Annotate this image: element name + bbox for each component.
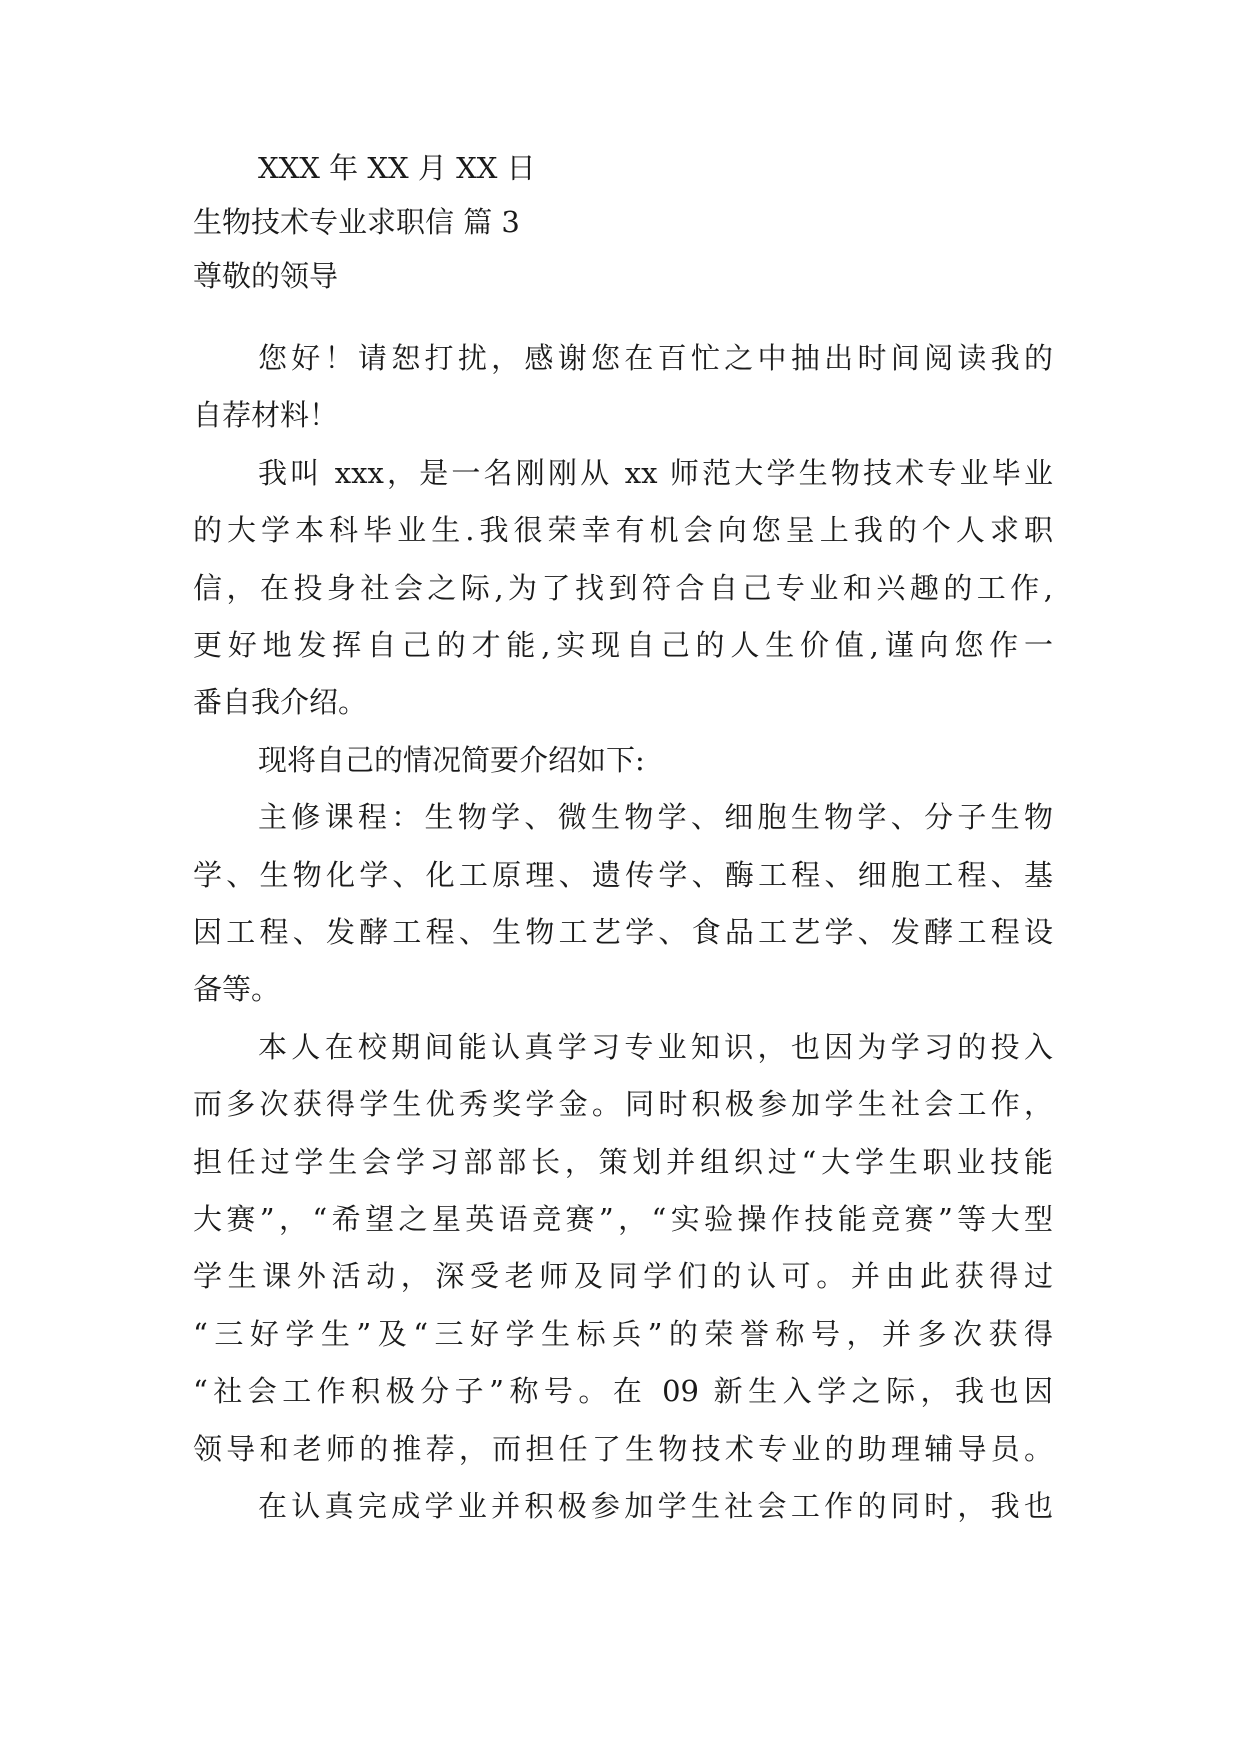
body-line: 自荐材料！ [193, 398, 339, 432]
letter-heading: 生物技术专业求职信 篇 3 [193, 205, 520, 239]
body-line: 现将自己的情况简要介绍如下: [258, 743, 645, 777]
body-line: 的大学本科毕业生.我很荣幸有机会向您呈上我的个人求职 [193, 513, 1053, 547]
body-line: 本人在校期间能认真学习专业知识，也因为学习的投入 [258, 1030, 1053, 1064]
body-line: 大赛”，“希望之星英语竞赛”，“实验操作技能竞赛”等大型 [193, 1202, 1053, 1236]
salutation: 尊敬的领导 [193, 259, 339, 293]
body-line: 信，在投身社会之际,为了找到符合自己专业和兴趣的工作, [193, 571, 1053, 605]
date-line: XXX 年 XX 月 XX 日 [258, 151, 536, 185]
body-line: 学生课外活动，深受老师及同学们的认可。并由此获得过 [193, 1259, 1053, 1293]
body-line: “三好学生”及“三好学生标兵”的荣誉称号，并多次获得 [193, 1317, 1053, 1351]
body-line: 我叫 xxx，是一名刚刚从 xx 师范大学生物技术专业毕业 [258, 456, 1053, 490]
body-line: 您好！请恕打扰，感谢您在百忙之中抽出时间阅读我的 [258, 341, 1053, 375]
body-line: 因工程、发酵工程、生物工艺学、食品工艺学、发酵工程设 [193, 915, 1053, 949]
body-line: 更好地发挥自己的才能,实现自己的人生价值,谨向您作一 [193, 628, 1053, 662]
body-line: 担任过学生会学习部部长，策划并组织过“大学生职业技能 [193, 1145, 1053, 1179]
body-line: “社会工作积极分子”称号。在 09 新生入学之际，我也因 [193, 1374, 1053, 1408]
body-line: 学、生物化学、化工原理、遗传学、酶工程、细胞工程、基 [193, 858, 1053, 892]
body-line: 领导和老师的推荐，而担任了生物技术专业的助理辅导员。 [193, 1432, 1053, 1466]
body-line: 主修课程：生物学、微生物学、细胞生物学、分子生物 [258, 800, 1053, 834]
body-line: 备等。 [193, 972, 281, 1006]
body-line: 在认真完成学业并积极参加学生社会工作的同时，我也 [258, 1489, 1053, 1523]
body-line: 番自我介绍。 [193, 685, 368, 719]
body-line: 而多次获得学生优秀奖学金。同时积极参加学生社会工作， [193, 1087, 1053, 1121]
